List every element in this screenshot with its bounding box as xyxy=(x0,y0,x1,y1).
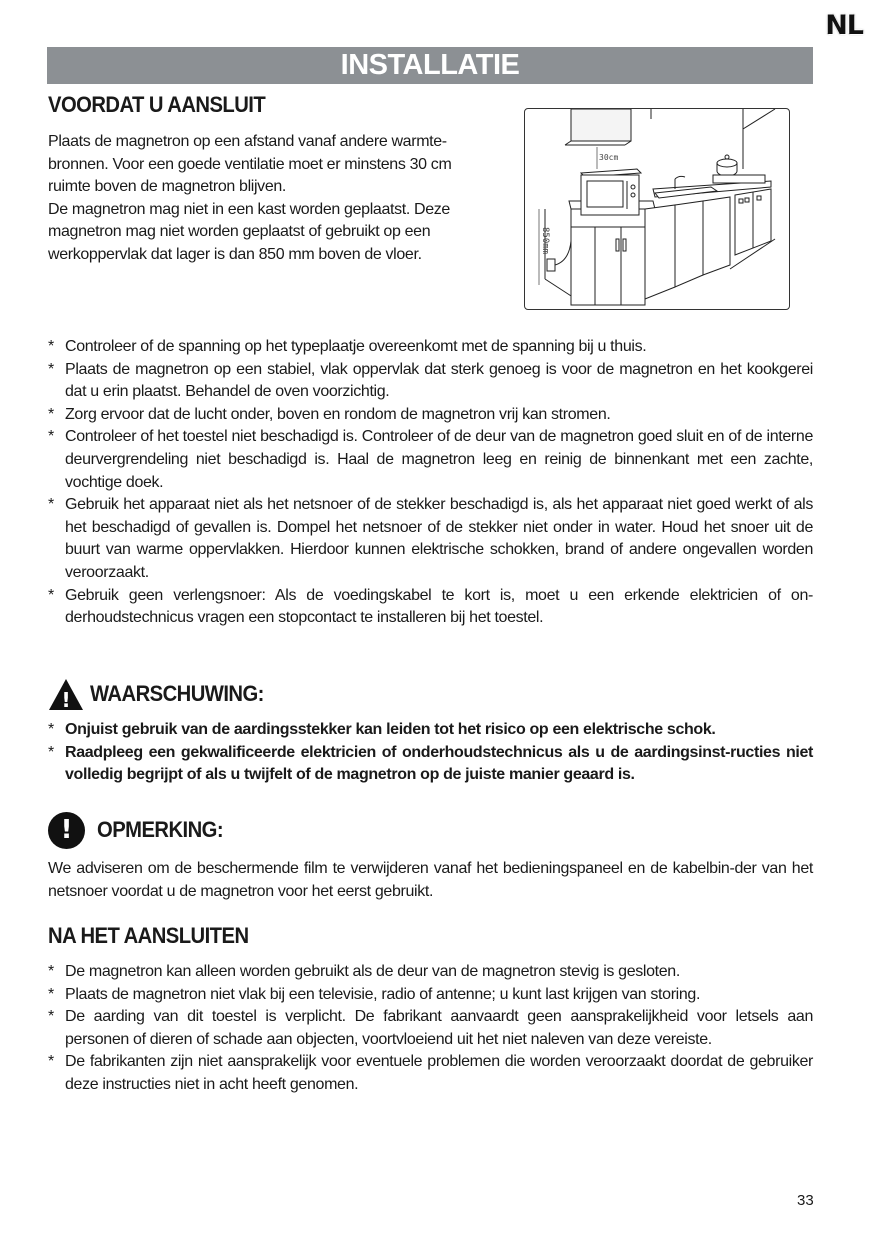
list-item xyxy=(48,426,813,494)
heading-before-connect: VOORDAT U AANSLUIT xyxy=(48,92,266,117)
warning-heading-row xyxy=(48,676,279,712)
list-item xyxy=(48,742,813,787)
page-number: 33 xyxy=(797,1192,814,1209)
list-item xyxy=(48,961,813,984)
note-heading-row xyxy=(48,810,234,850)
note-paragraph: We adviseren om de beschermende film te verwijderen vanaf het bedieningspaneel en de kabelbin-der van het netsnoer voordat u de magnetron voor het eerst gebruikt. xyxy=(48,860,813,900)
height-label: 850mm xyxy=(540,227,550,255)
list-item xyxy=(48,1051,813,1096)
heading-after-connect: NA HET AANSLUITEN xyxy=(48,923,249,948)
list-item xyxy=(48,984,813,1007)
clearance-label: 30cm xyxy=(599,153,619,162)
kitchen-drawing xyxy=(525,109,789,309)
list-item xyxy=(48,494,813,584)
heading-warning: WAARSCHUWING: xyxy=(90,681,264,706)
bullet-text: Plaats de magnetron niet vlak bij een televisie, radio of antenne; u kunt last krijgen van storing. xyxy=(65,985,701,1003)
bullet-star: * xyxy=(48,985,54,1003)
bullet-text: Plaats de magnetron op een stabiel, vlak oppervlak dat sterk genoeg is voor de magnetron en het kookgerei dat u erin plaatst. Behandel de oven voorzichtig. xyxy=(65,360,813,401)
list-item xyxy=(48,585,813,630)
bullet-text: Gebruik het apparaat niet als het netsnoer of de stekker beschadigd is, als het apparaat niet goed werkt of als het beschadigd of gevallen is. Dompel het netsnoer of de stekker niet onder in water. Houd het snoer uit de buurt van warme oppervlakken. Hierdoor kunnen elektrische schokken, brand of andere ongevallen worden veroorzaakt. xyxy=(65,496,813,581)
bullet-text: Onjuist gebruik van de aardingsstekker kan leiden tot het risico op een elektrische schok. xyxy=(65,721,716,738)
list-item xyxy=(48,359,813,404)
bullet-text: De fabrikanten zijn niet aansprakelijk voor eventuele problemen die worden veroorzaakt doordat de gebruiker deze instructies niet in acht heeft genomen. xyxy=(65,1053,813,1093)
bullet-star: * xyxy=(48,1008,54,1026)
after-connect-bullet-list xyxy=(48,961,813,1097)
bullet-star: * xyxy=(48,338,54,355)
bullet-text: Controleer of het toestel niet beschadigd is. Controleer of de deur van de magnetron goed sluit en of de interne deurvergrendeling niet beschadigd is. Haal de magnetron leeg en reinig de binnenkant met een zachte, vochtige doek. xyxy=(65,428,813,491)
intro-line: Plaats de magnetron op een afstand vanaf andere warmte- xyxy=(48,133,447,150)
bullet-text: De aarding van dit toestel is verplicht. De fabrikant aanvaardt geen aansprakelijkheid voor letsels aan personen of dieren of schade aan objecten, voortvloeiend uit het niet naleven van deze vereiste. xyxy=(65,1008,813,1048)
intro-line: werkoppervlak dat lager is dan 850 mm boven de vloer. xyxy=(48,245,422,263)
section-title-bar: INSTALLATIE xyxy=(47,47,813,84)
heading-note: OPMERKING: xyxy=(97,817,224,842)
list-item xyxy=(48,1006,813,1051)
bullet-star: * xyxy=(48,405,54,423)
kitchen-installation-illustration xyxy=(524,108,790,310)
note-exclamation-icon: ! xyxy=(48,812,85,849)
intro-line: bronnen. Voor een goede ventilatie moet er minstens 30 cm xyxy=(48,155,452,173)
bullet-star: * xyxy=(48,496,54,514)
warning-icon-glyph: ! xyxy=(61,687,71,711)
bullet-star: * xyxy=(48,586,54,604)
bullet-star: * xyxy=(48,721,54,738)
intro-line: De magnetron mag niet in een kast worden geplaatst. Deze xyxy=(48,200,450,218)
bullet-text: De magnetron kan alleen worden gebruikt als de deur van de magnetron stevig is gesloten. xyxy=(65,963,680,980)
bullet-text: Raadpleeg een gekwalificeerde elektricien of onderhoudstechnicus als u de aardingsinst-ructies niet volledig begrijpt of als u twijfelt of de magnetron op de juiste manier geaard is. xyxy=(65,743,813,784)
list-item xyxy=(48,719,813,742)
bullet-text: Gebruik geen verlengsnoer: Als de voedingskabel te kort is, moet u een erkende elektricien of on-derhoudstechnicus vragen een stopcontact te installeren bij het toestel. xyxy=(65,586,813,627)
list-item xyxy=(48,404,813,427)
intro-paragraph xyxy=(48,131,513,266)
bullet-star: * xyxy=(48,428,54,446)
bullet-text: Controleer of de spanning op het typeplaatje overeenkomt met de spanning bij u thuis. xyxy=(65,338,647,355)
bullet-star: * xyxy=(48,743,54,761)
intro-line: magnetron mag niet worden geplaatst of gebruikt op een xyxy=(48,223,431,240)
language-badge: NL xyxy=(825,10,863,41)
bullet-star: * xyxy=(48,1053,54,1071)
bullet-star: * xyxy=(48,963,54,980)
warning-triangle-icon xyxy=(48,678,84,711)
bullet-text: Zorg ervoor dat de lucht onder, boven en rondom de magnetron vrij kan stromen. xyxy=(65,405,611,423)
bullet-star: * xyxy=(48,360,54,378)
intro-line: ruimte boven de magnetron blijven. xyxy=(48,178,287,195)
warning-bullet-list xyxy=(48,719,813,787)
list-item xyxy=(48,336,813,359)
before-connect-bullet-list xyxy=(48,336,813,630)
